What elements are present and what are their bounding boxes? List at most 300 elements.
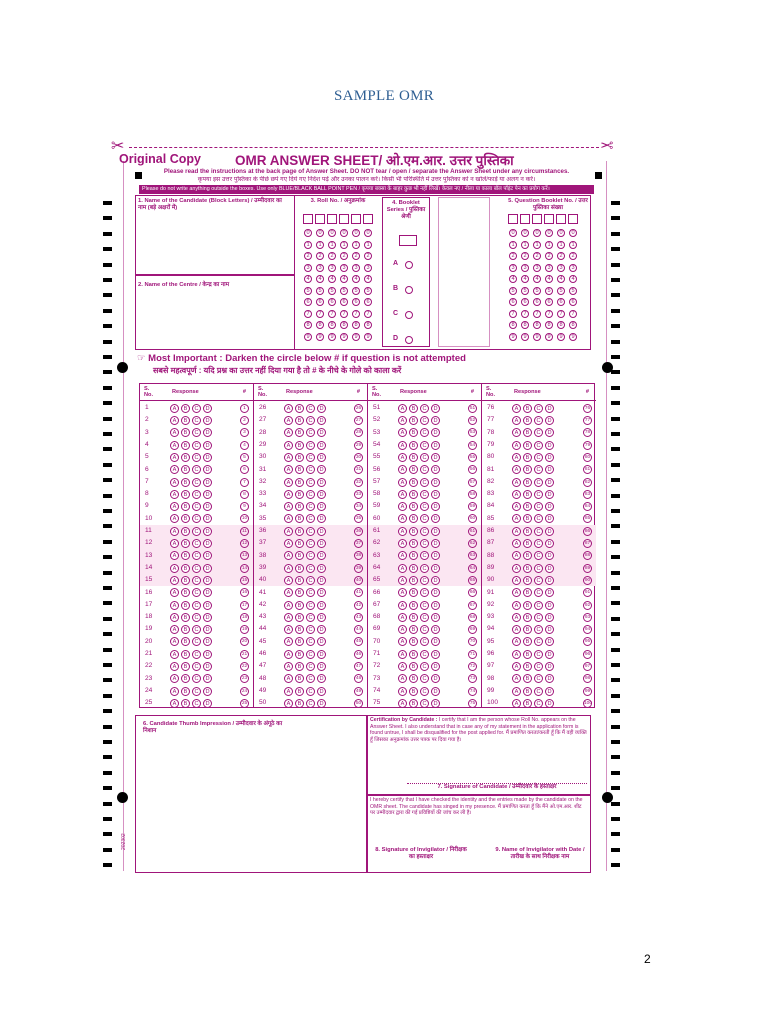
answer-bubble[interactable]: C (306, 465, 315, 474)
roll-no-bubble[interactable]: 9 (352, 333, 360, 341)
answer-bubble[interactable]: A (284, 502, 293, 511)
answer-bubble[interactable]: C (192, 601, 201, 610)
answer-bubble[interactable]: B (523, 650, 532, 659)
answer-bubble[interactable]: D (545, 404, 554, 413)
answer-bubble[interactable]: A (170, 478, 179, 487)
not-attempted-bubble[interactable]: 2 (240, 416, 249, 425)
answer-bubble[interactable]: D (203, 551, 212, 560)
answer-bubble[interactable]: D (431, 514, 440, 523)
not-attempted-bubble[interactable]: 62 (469, 541, 476, 547)
question-booklet-bubble[interactable]: 8 (557, 321, 565, 329)
answer-bubble[interactable]: A (284, 699, 293, 708)
answer-bubble[interactable]: C (420, 601, 429, 610)
question-booklet-bubble[interactable]: 4 (557, 275, 565, 283)
answer-bubble[interactable]: C (192, 551, 201, 560)
answer-bubble[interactable]: B (181, 465, 190, 474)
roll-no-bubble[interactable]: 8 (316, 321, 324, 329)
answer-bubble[interactable]: A (284, 453, 293, 462)
answer-bubble[interactable]: B (181, 453, 190, 462)
answer-bubble[interactable]: D (203, 613, 212, 622)
roll-no-bubble[interactable]: 5 (340, 287, 348, 295)
answer-bubble[interactable]: D (203, 404, 212, 413)
booklet-option-bubble[interactable] (405, 261, 413, 269)
roll-no-bubble[interactable]: 6 (328, 298, 336, 306)
answer-bubble[interactable]: B (523, 699, 532, 708)
answer-bubble[interactable]: D (203, 625, 212, 634)
answer-bubble[interactable]: C (534, 674, 543, 683)
question-booklet-bubble[interactable]: 8 (569, 321, 577, 329)
answer-bubble[interactable]: A (284, 428, 293, 437)
answer-bubble[interactable]: B (181, 687, 190, 696)
answer-bubble[interactable]: B (409, 576, 418, 585)
answer-bubble[interactable]: A (284, 674, 293, 683)
answer-bubble[interactable]: A (398, 502, 407, 511)
question-booklet-bubble[interactable]: 9 (509, 333, 517, 341)
not-attempted-bubble[interactable]: 8 (240, 490, 249, 499)
not-attempted-bubble[interactable]: 39 (355, 565, 362, 571)
answer-bubble[interactable]: C (534, 551, 543, 560)
not-attempted-bubble[interactable]: 41 (355, 590, 362, 596)
answer-bubble[interactable]: D (545, 637, 554, 646)
roll-no-bubble[interactable]: 6 (316, 298, 324, 306)
answer-bubble[interactable]: C (420, 613, 429, 622)
roll-no-bubble[interactable]: 5 (352, 287, 360, 295)
roll-no-bubble[interactable]: 9 (316, 333, 324, 341)
not-attempted-bubble[interactable]: 97 (584, 664, 591, 670)
answer-bubble[interactable]: C (420, 637, 429, 646)
not-attempted-bubble[interactable]: 76 (584, 405, 591, 411)
answer-bubble[interactable]: A (512, 428, 521, 437)
not-attempted-bubble[interactable]: 33 (355, 491, 362, 497)
answer-bubble[interactable]: A (398, 478, 407, 487)
answer-bubble[interactable]: D (203, 637, 212, 646)
question-booklet-bubble[interactable]: 1 (533, 241, 541, 249)
answer-bubble[interactable]: D (545, 465, 554, 474)
answer-bubble[interactable]: A (512, 404, 521, 413)
roll-no-bubble[interactable]: 1 (316, 241, 324, 249)
not-attempted-bubble[interactable]: 7 (240, 478, 249, 487)
question-booklet-bubble[interactable]: 1 (509, 241, 517, 249)
answer-bubble[interactable]: B (295, 601, 304, 610)
question-booklet-bubble[interactable]: 5 (509, 287, 517, 295)
answer-bubble[interactable]: D (431, 650, 440, 659)
answer-bubble[interactable]: B (295, 441, 304, 450)
answer-bubble[interactable]: A (170, 416, 179, 425)
answer-bubble[interactable]: D (545, 502, 554, 511)
answer-bubble[interactable]: D (203, 490, 212, 499)
roll-no-entry-cell[interactable] (327, 214, 337, 224)
answer-bubble[interactable]: D (203, 441, 212, 450)
not-attempted-bubble[interactable]: 75 (469, 700, 476, 706)
answer-bubble[interactable]: C (420, 490, 429, 499)
question-booklet-bubble[interactable]: 7 (533, 310, 541, 318)
answer-bubble[interactable]: B (523, 416, 532, 425)
answer-bubble[interactable]: A (512, 551, 521, 560)
answer-bubble[interactable]: B (181, 576, 190, 585)
answer-bubble[interactable]: D (431, 428, 440, 437)
not-attempted-bubble[interactable]: 36 (355, 528, 362, 534)
not-attempted-bubble[interactable]: 4 (240, 441, 249, 450)
answer-bubble[interactable]: B (295, 662, 304, 671)
answer-bubble[interactable]: D (545, 601, 554, 610)
answer-bubble[interactable]: D (431, 674, 440, 683)
answer-bubble[interactable]: C (192, 527, 201, 536)
answer-bubble[interactable]: B (181, 588, 190, 597)
answer-bubble[interactable]: B (523, 551, 532, 560)
not-attempted-bubble[interactable]: 66 (469, 590, 476, 596)
not-attempted-bubble[interactable]: 96 (584, 651, 591, 657)
answer-bubble[interactable]: A (512, 625, 521, 634)
not-attempted-bubble[interactable]: 9 (240, 502, 249, 511)
answer-bubble[interactable]: B (295, 490, 304, 499)
answer-bubble[interactable]: A (512, 502, 521, 511)
answer-bubble[interactable]: A (398, 441, 407, 450)
answer-bubble[interactable]: C (306, 650, 315, 659)
answer-bubble[interactable]: C (306, 662, 315, 671)
answer-bubble[interactable]: A (398, 674, 407, 683)
answer-bubble[interactable]: D (317, 650, 326, 659)
answer-bubble[interactable]: D (431, 564, 440, 573)
answer-bubble[interactable]: C (420, 674, 429, 683)
answer-bubble[interactable]: A (170, 588, 179, 597)
answer-bubble[interactable]: D (203, 478, 212, 487)
answer-bubble[interactable]: C (420, 588, 429, 597)
answer-bubble[interactable]: C (534, 453, 543, 462)
answer-bubble[interactable]: A (398, 490, 407, 499)
answer-bubble[interactable]: C (420, 441, 429, 450)
answer-bubble[interactable]: B (523, 564, 532, 573)
answer-bubble[interactable]: A (512, 674, 521, 683)
roll-no-bubble[interactable]: 2 (328, 252, 336, 260)
not-attempted-bubble[interactable]: 3 (240, 428, 249, 437)
answer-bubble[interactable]: C (192, 514, 201, 523)
answer-bubble[interactable]: B (295, 650, 304, 659)
question-booklet-bubble[interactable]: 7 (569, 310, 577, 318)
answer-bubble[interactable]: D (431, 699, 440, 708)
answer-bubble[interactable]: B (295, 637, 304, 646)
answer-bubble[interactable]: D (431, 478, 440, 487)
answer-bubble[interactable]: C (306, 416, 315, 425)
answer-bubble[interactable]: C (534, 539, 543, 548)
answer-bubble[interactable]: B (409, 650, 418, 659)
answer-bubble[interactable]: B (181, 564, 190, 573)
answer-bubble[interactable]: D (545, 428, 554, 437)
answer-bubble[interactable]: D (431, 576, 440, 585)
answer-bubble[interactable]: C (534, 650, 543, 659)
answer-bubble[interactable]: B (409, 539, 418, 548)
answer-bubble[interactable]: D (317, 514, 326, 523)
answer-bubble[interactable]: C (192, 478, 201, 487)
answer-bubble[interactable]: B (409, 465, 418, 474)
roll-no-bubble[interactable]: 1 (364, 241, 372, 249)
roll-no-bubble[interactable]: 1 (352, 241, 360, 249)
question-booklet-bubble[interactable]: 9 (545, 333, 553, 341)
answer-bubble[interactable]: B (409, 564, 418, 573)
roll-no-bubble[interactable]: 8 (352, 321, 360, 329)
answer-bubble[interactable]: A (398, 662, 407, 671)
not-attempted-bubble[interactable]: 31 (355, 467, 362, 473)
roll-no-entry-cell[interactable] (363, 214, 373, 224)
answer-bubble[interactable]: C (420, 465, 429, 474)
answer-bubble[interactable]: A (170, 699, 179, 708)
answer-bubble[interactable]: A (170, 564, 179, 573)
answer-bubble[interactable]: A (284, 662, 293, 671)
answer-bubble[interactable]: C (534, 601, 543, 610)
answer-bubble[interactable]: C (192, 416, 201, 425)
answer-bubble[interactable]: C (534, 687, 543, 696)
answer-bubble[interactable]: D (431, 527, 440, 536)
answer-bubble[interactable]: B (409, 490, 418, 499)
answer-bubble[interactable]: D (545, 613, 554, 622)
answer-bubble[interactable]: D (545, 514, 554, 523)
roll-no-bubble[interactable]: 8 (364, 321, 372, 329)
answer-bubble[interactable]: C (192, 637, 201, 646)
answer-bubble[interactable]: A (512, 453, 521, 462)
answer-bubble[interactable]: D (431, 588, 440, 597)
answer-bubble[interactable]: A (398, 613, 407, 622)
not-attempted-bubble[interactable]: 93 (584, 614, 591, 620)
not-attempted-bubble[interactable]: 67 (469, 602, 476, 608)
answer-bubble[interactable]: A (284, 514, 293, 523)
roll-no-bubble[interactable]: 7 (316, 310, 324, 318)
roll-no-bubble[interactable]: 2 (364, 252, 372, 260)
answer-bubble[interactable]: C (420, 699, 429, 708)
answer-bubble[interactable]: B (409, 428, 418, 437)
answer-bubble[interactable]: B (295, 465, 304, 474)
roll-no-bubble[interactable]: 6 (364, 298, 372, 306)
answer-bubble[interactable]: A (512, 564, 521, 573)
answer-bubble[interactable]: A (284, 687, 293, 696)
roll-no-bubble[interactable]: 8 (304, 321, 312, 329)
answer-bubble[interactable]: B (409, 613, 418, 622)
answer-bubble[interactable]: D (545, 564, 554, 573)
answer-bubble[interactable]: A (398, 637, 407, 646)
answer-bubble[interactable]: A (284, 613, 293, 622)
question-booklet-bubble[interactable]: 5 (545, 287, 553, 295)
answer-bubble[interactable]: D (545, 490, 554, 499)
not-attempted-bubble[interactable]: 45 (355, 639, 362, 645)
answer-bubble[interactable]: C (192, 490, 201, 499)
answer-bubble[interactable]: C (306, 527, 315, 536)
question-booklet-bubble[interactable]: 2 (509, 252, 517, 260)
answer-bubble[interactable]: D (431, 502, 440, 511)
question-booklet-bubble[interactable]: 2 (569, 252, 577, 260)
answer-bubble[interactable]: B (295, 428, 304, 437)
answer-bubble[interactable]: B (181, 650, 190, 659)
answer-bubble[interactable]: D (203, 416, 212, 425)
question-booklet-bubble[interactable]: 0 (533, 229, 541, 237)
answer-bubble[interactable]: A (284, 539, 293, 548)
question-booklet-bubble[interactable]: 6 (509, 298, 517, 306)
answer-bubble[interactable]: D (203, 601, 212, 610)
answer-bubble[interactable]: C (306, 453, 315, 462)
not-attempted-bubble[interactable]: 61 (469, 528, 476, 534)
roll-no-bubble[interactable]: 5 (304, 287, 312, 295)
roll-no-bubble[interactable]: 9 (364, 333, 372, 341)
answer-bubble[interactable]: B (409, 404, 418, 413)
roll-no-bubble[interactable]: 5 (316, 287, 324, 295)
question-booklet-bubble[interactable]: 2 (533, 252, 541, 260)
answer-bubble[interactable]: B (295, 404, 304, 413)
answer-bubble[interactable]: B (409, 637, 418, 646)
answer-bubble[interactable]: A (170, 625, 179, 634)
not-attempted-bubble[interactable]: 11 (240, 527, 249, 536)
answer-bubble[interactable]: C (420, 416, 429, 425)
not-attempted-bubble[interactable]: 87 (584, 541, 591, 547)
answer-bubble[interactable]: A (284, 650, 293, 659)
answer-bubble[interactable]: A (512, 588, 521, 597)
answer-bubble[interactable]: D (317, 699, 326, 708)
answer-bubble[interactable]: D (317, 428, 326, 437)
answer-bubble[interactable]: C (534, 637, 543, 646)
answer-bubble[interactable]: C (306, 576, 315, 585)
answer-bubble[interactable]: D (545, 699, 554, 708)
not-attempted-bubble[interactable]: 35 (355, 516, 362, 522)
answer-bubble[interactable]: B (295, 625, 304, 634)
answer-bubble[interactable]: D (317, 453, 326, 462)
roll-no-bubble[interactable]: 9 (328, 333, 336, 341)
not-attempted-bubble[interactable]: 94 (584, 627, 591, 633)
answer-bubble[interactable]: B (181, 662, 190, 671)
question-booklet-bubble[interactable]: 7 (545, 310, 553, 318)
answer-bubble[interactable]: B (181, 551, 190, 560)
not-attempted-bubble[interactable]: 65 (469, 577, 476, 583)
answer-bubble[interactable]: A (512, 650, 521, 659)
not-attempted-bubble[interactable]: 5 (240, 453, 249, 462)
question-booklet-bubble[interactable]: 6 (569, 298, 577, 306)
answer-bubble[interactable]: B (295, 588, 304, 597)
answer-bubble[interactable]: D (203, 453, 212, 462)
answer-bubble[interactable]: B (523, 465, 532, 474)
answer-bubble[interactable]: B (181, 416, 190, 425)
roll-no-bubble[interactable]: 7 (304, 310, 312, 318)
answer-bubble[interactable]: C (420, 576, 429, 585)
answer-bubble[interactable]: A (512, 514, 521, 523)
question-booklet-bubble[interactable]: 9 (521, 333, 529, 341)
answer-bubble[interactable]: D (203, 502, 212, 511)
answer-bubble[interactable]: D (317, 527, 326, 536)
question-booklet-bubble[interactable]: 5 (557, 287, 565, 295)
answer-bubble[interactable]: D (545, 650, 554, 659)
answer-bubble[interactable]: B (181, 428, 190, 437)
roll-no-bubble[interactable]: 2 (316, 252, 324, 260)
roll-no-bubble[interactable]: 9 (304, 333, 312, 341)
not-attempted-bubble[interactable]: 57 (469, 479, 476, 485)
answer-bubble[interactable]: C (420, 527, 429, 536)
answer-bubble[interactable]: D (317, 478, 326, 487)
answer-bubble[interactable]: D (431, 551, 440, 560)
answer-bubble[interactable]: B (295, 527, 304, 536)
roll-no-bubble[interactable]: 2 (352, 252, 360, 260)
not-attempted-bubble[interactable]: 13 (241, 553, 248, 559)
not-attempted-bubble[interactable]: 98 (584, 676, 591, 682)
question-booklet-bubble[interactable]: 7 (521, 310, 529, 318)
roll-no-bubble[interactable]: 7 (364, 310, 372, 318)
answer-bubble[interactable]: D (431, 637, 440, 646)
answer-bubble[interactable]: C (306, 539, 315, 548)
answer-bubble[interactable]: B (181, 613, 190, 622)
answer-bubble[interactable]: C (420, 687, 429, 696)
answer-bubble[interactable]: A (512, 662, 521, 671)
answer-bubble[interactable]: A (284, 625, 293, 634)
roll-no-bubble[interactable]: 0 (304, 229, 312, 237)
not-attempted-bubble[interactable]: 77 (584, 418, 591, 424)
answer-bubble[interactable]: A (170, 404, 179, 413)
answer-bubble[interactable]: D (203, 564, 212, 573)
answer-bubble[interactable]: B (523, 637, 532, 646)
not-attempted-bubble[interactable]: 12 (241, 541, 248, 547)
answer-bubble[interactable]: B (523, 441, 532, 450)
not-attempted-bubble[interactable]: 59 (469, 504, 476, 510)
answer-bubble[interactable]: B (181, 478, 190, 487)
not-attempted-bubble[interactable]: 99 (584, 688, 591, 694)
answer-bubble[interactable]: B (409, 588, 418, 597)
not-attempted-bubble[interactable]: 16 (241, 590, 248, 596)
answer-bubble[interactable]: D (431, 625, 440, 634)
answer-bubble[interactable]: D (203, 576, 212, 585)
question-booklet-entry-cell[interactable] (508, 214, 518, 224)
answer-bubble[interactable]: A (170, 428, 179, 437)
answer-bubble[interactable]: D (317, 613, 326, 622)
answer-bubble[interactable]: C (534, 490, 543, 499)
answer-bubble[interactable]: C (420, 551, 429, 560)
answer-bubble[interactable]: B (181, 699, 190, 708)
answer-bubble[interactable]: C (192, 564, 201, 573)
answer-bubble[interactable]: D (317, 687, 326, 696)
answer-bubble[interactable]: B (523, 453, 532, 462)
answer-bubble[interactable]: C (534, 625, 543, 634)
roll-no-bubble[interactable]: 1 (340, 241, 348, 249)
answer-bubble[interactable]: A (512, 576, 521, 585)
answer-bubble[interactable]: D (317, 674, 326, 683)
not-attempted-bubble[interactable]: 48 (355, 676, 362, 682)
question-booklet-bubble[interactable]: 3 (557, 264, 565, 272)
answer-bubble[interactable]: B (409, 601, 418, 610)
roll-no-bubble[interactable]: 1 (304, 241, 312, 249)
question-booklet-bubble[interactable]: 6 (545, 298, 553, 306)
roll-no-bubble[interactable]: 7 (352, 310, 360, 318)
answer-bubble[interactable]: D (545, 625, 554, 634)
answer-bubble[interactable]: C (192, 441, 201, 450)
not-attempted-bubble[interactable]: 89 (584, 565, 591, 571)
not-attempted-bubble[interactable]: 91 (584, 590, 591, 596)
answer-bubble[interactable]: B (295, 613, 304, 622)
answer-bubble[interactable]: D (317, 465, 326, 474)
answer-bubble[interactable]: A (398, 588, 407, 597)
answer-bubble[interactable]: C (534, 613, 543, 622)
roll-no-bubble[interactable]: 6 (352, 298, 360, 306)
not-attempted-bubble[interactable]: 14 (241, 565, 248, 571)
roll-no-bubble[interactable]: 3 (328, 264, 336, 272)
answer-bubble[interactable]: D (317, 539, 326, 548)
question-booklet-bubble[interactable]: 2 (521, 252, 529, 260)
answer-bubble[interactable]: C (306, 699, 315, 708)
answer-bubble[interactable]: D (203, 662, 212, 671)
answer-bubble[interactable]: C (306, 564, 315, 573)
not-attempted-bubble[interactable]: 52 (469, 418, 476, 424)
answer-bubble[interactable]: C (192, 428, 201, 437)
roll-no-bubble[interactable]: 0 (316, 229, 324, 237)
answer-bubble[interactable]: D (317, 576, 326, 585)
answer-bubble[interactable]: B (523, 588, 532, 597)
question-booklet-entry-cell[interactable] (568, 214, 578, 224)
roll-no-bubble[interactable]: 8 (340, 321, 348, 329)
question-booklet-bubble[interactable]: 6 (533, 298, 541, 306)
answer-bubble[interactable]: A (170, 441, 179, 450)
answer-bubble[interactable]: B (295, 674, 304, 683)
answer-bubble[interactable]: D (203, 465, 212, 474)
answer-bubble[interactable]: B (523, 687, 532, 696)
